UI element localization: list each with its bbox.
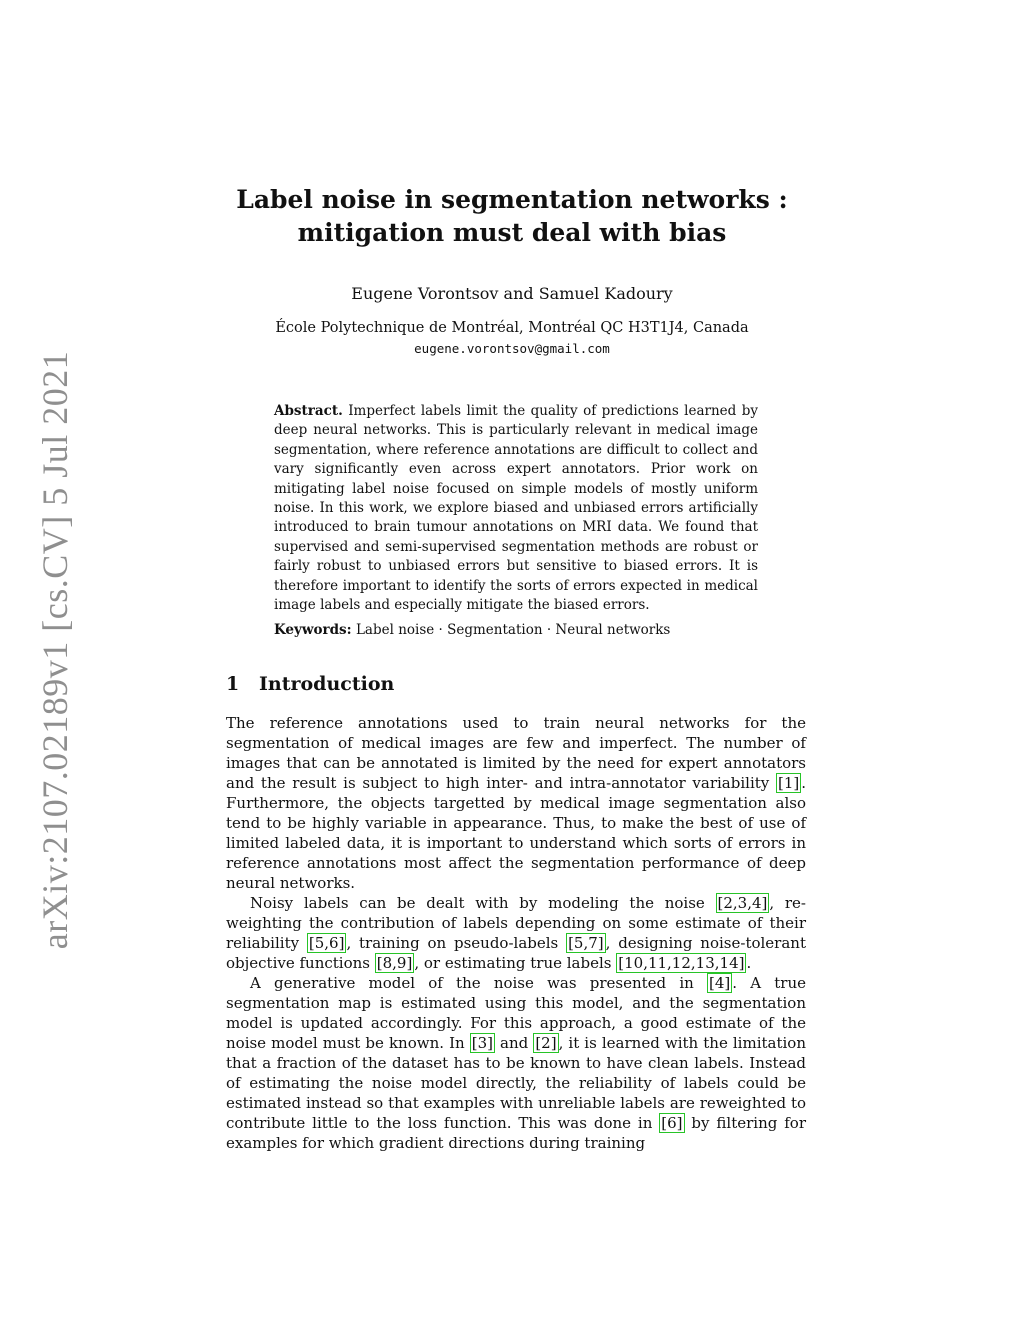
citation-link[interactable]: [5,6] <box>308 934 345 952</box>
authors: Eugene Vorontsov and Samuel Kadoury <box>351 284 673 303</box>
paragraph-text: by filtering for examples for which gradient directions during training <box>226 1114 807 1152</box>
abstract <box>274 402 758 615</box>
arxiv-stamp: arXiv:2107.02189v1 [cs.CV] 5 Jul 2021 <box>35 350 75 950</box>
paragraph-text: . A true segmentation map is estimated using this model, and the segmentation model is updated accordingly. For this approach, a good estimate of the noise model must be known. In <box>226 974 807 1052</box>
citation-link[interactable]: [2,3,4] <box>717 894 768 912</box>
paragraph-text: A generative model of the noise was presented in <box>250 974 708 992</box>
keywords <box>274 622 758 638</box>
section-title: Introduction <box>259 673 395 695</box>
paragraph-text: The reference annotations used to train neural networks for the segmentation of medical images are few and imperfect. The number of images that can be annotated is limited by the need for expert annotators and the result is subject to high inter- and intra-annotator variability <box>226 714 806 792</box>
paragraph-text: , it is learned with the limitation that a fraction of the dataset has to be known to have clean labels. Instead of estimating the noise model directly, the reliability of labels could be estimated instead so that examples with unreliable labels are reweighted to contribute little to the loss function. This was done in <box>226 1034 806 1132</box>
section-number: 1 <box>226 673 240 695</box>
paragraph-text: and <box>494 1034 534 1052</box>
citation-link[interactable]: [1] <box>777 774 800 792</box>
paragraph-text: , designing noise-tolerant objective functions <box>226 934 806 972</box>
citation-link[interactable]: [4] <box>709 974 731 992</box>
citation-link[interactable]: [8,9] <box>376 954 413 972</box>
paragraph-3 <box>226 973 806 1153</box>
section-heading <box>226 673 394 695</box>
affiliation: École Polytechnique de Montréal, Montréal QC H3T1J4, Canada <box>275 320 749 336</box>
citation-link[interactable]: [5,7] <box>568 934 604 952</box>
paragraph-2 <box>226 893 806 973</box>
body-text <box>226 713 806 1153</box>
citation-link[interactable]: [3] <box>471 1034 493 1052</box>
title-line-2: mitigation must deal with bias <box>297 218 727 247</box>
title-line-1: Label noise in segmentation networks : <box>236 185 788 214</box>
paragraph-text: , training on pseudo-labels <box>346 934 567 952</box>
email[interactable]: eugene.vorontsov@gmail.com <box>414 341 610 356</box>
keywords-text: Label noise · Segmentation · Neural networks <box>355 622 671 638</box>
paragraph-text: Noisy labels can be dealt with by modeling the noise <box>250 894 716 912</box>
abstract-label: Abstract. <box>274 403 343 419</box>
abstract-text: Imperfect labels limit the quality of predictions learned by deep neural networks. This is particularly relevant in medical image segmentation, where reference annotations are difficult to collect and vary significantly even across expert annotators. Prior work on mitigating label noise focused on simple models of mostly uniform noise. In this work, we explore biased and unbiased errors artificially introduced to brain tumour annotations on MRI data. We found that supervised and semi-supervised segmentation methods are robust or fairly robust to unbiased errors but sensitive to biased errors. It is therefore important to identify the sorts of errors expected in medical image labels and especially mitigate the biased errors. <box>274 403 759 614</box>
paper-title <box>0 183 1024 249</box>
citation-link[interactable]: [6] <box>661 1114 683 1132</box>
paragraph-text: . <box>746 954 752 972</box>
keywords-label: Keywords: <box>274 622 352 638</box>
paragraph-1 <box>226 713 806 893</box>
paragraph-text: , re-weighting the contribution of labels depending on some estimate of their reliability <box>226 894 807 952</box>
citation-link[interactable]: [10,11,12,13,14] <box>618 954 745 972</box>
paragraph-text: . Furthermore, the objects targetted by medical image segmentation also tend to be highly variable in appearance. Thus, to make the best of use of limited labeled data, it is important to understand which sorts of errors in reference annotations most affect the segmentation performance of deep neural networks. <box>226 774 806 892</box>
citation-link[interactable]: [2] <box>535 1034 557 1052</box>
paragraph-text: , or estimating true labels <box>414 954 617 972</box>
